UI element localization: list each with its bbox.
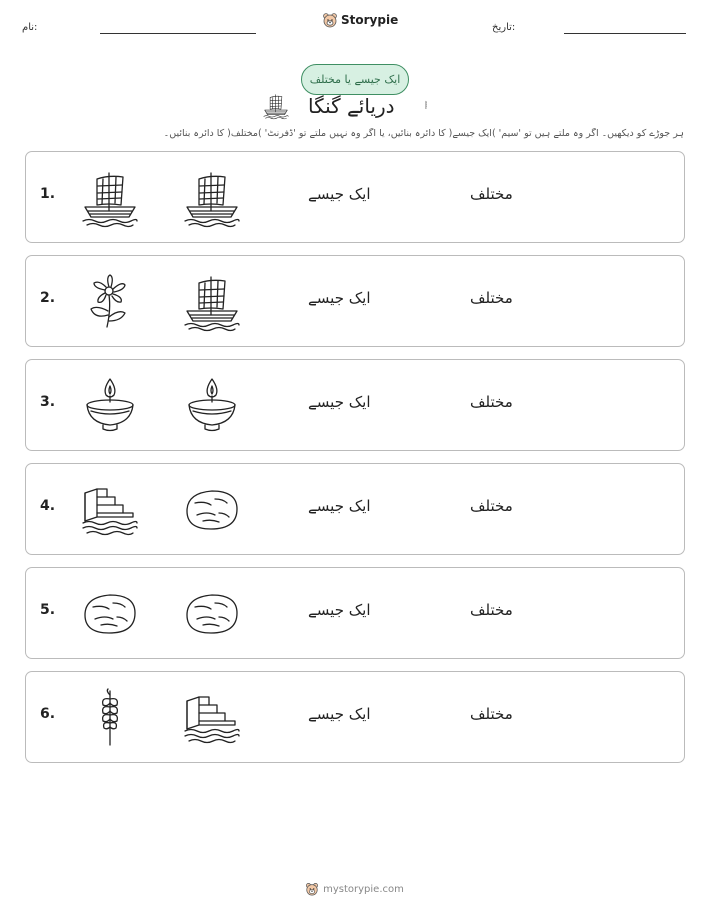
different-option[interactable]: مختلف xyxy=(470,185,513,203)
footer-website: mystorypie.com xyxy=(323,883,404,895)
diya-lamp-icon xyxy=(79,375,141,437)
same-option[interactable]: ایک جیسے xyxy=(308,601,371,619)
footer xyxy=(0,878,709,900)
brand-logo xyxy=(322,12,398,28)
diya-lamp-icon xyxy=(181,375,243,437)
activity-type-pill: ایک جیسے یا مختلف xyxy=(301,64,409,95)
worksheet-header xyxy=(0,0,709,50)
exercise-row xyxy=(25,151,685,243)
river-stone-icon xyxy=(181,479,243,541)
different-option[interactable]: مختلف xyxy=(470,393,513,411)
exercise-row xyxy=(25,463,685,555)
river-stone-icon xyxy=(181,583,243,645)
row-number: 4. xyxy=(40,498,56,514)
different-option[interactable]: مختلف xyxy=(470,705,513,723)
row-number: 1. xyxy=(40,186,56,202)
bear-mascot-icon xyxy=(305,882,319,896)
page-title: دریائے گنگا xyxy=(308,94,395,118)
boat-icon xyxy=(261,92,291,120)
ghat-steps-icon xyxy=(79,479,141,541)
boat-icon xyxy=(79,167,141,229)
name-label: نام: xyxy=(22,22,38,33)
instructions-text: ہر جوڑے کو دیکھیں۔ اگر وہ ملتے ہیں تو 'سیم' )ایک جیسے( کا دائرہ بنائیں، یا اگر وہ نہیں ملتے تو 'ڈفرنٹ' )مختلف( کا دائرہ بنائیں۔ xyxy=(163,128,684,139)
different-option[interactable]: مختلف xyxy=(470,601,513,619)
different-option[interactable]: مختلف xyxy=(470,497,513,515)
boat-icon xyxy=(181,167,243,229)
same-option[interactable]: ایک جیسے xyxy=(308,289,371,307)
title-row xyxy=(0,90,709,124)
row-number: 5. xyxy=(40,602,56,618)
exercise-row xyxy=(25,359,685,451)
boat-icon xyxy=(181,271,243,333)
brand-name: Storypie xyxy=(341,13,399,27)
exercise-row xyxy=(25,567,685,659)
same-option[interactable]: ایک جیسے xyxy=(308,705,371,723)
wheat-icon xyxy=(425,90,441,122)
different-option[interactable]: مختلف xyxy=(470,289,513,307)
exercise-row xyxy=(25,671,685,763)
wheat-icon xyxy=(79,687,141,749)
exercise-row xyxy=(25,255,685,347)
flower-icon xyxy=(79,271,141,333)
row-number: 6. xyxy=(40,706,56,722)
row-number: 2. xyxy=(40,290,56,306)
row-number: 3. xyxy=(40,394,56,410)
name-write-line xyxy=(100,33,256,34)
same-option[interactable]: ایک جیسے xyxy=(308,393,371,411)
bear-mascot-icon xyxy=(322,12,338,28)
ghat-steps-icon xyxy=(181,687,243,749)
date-label: تاریخ: xyxy=(492,22,516,33)
date-write-line xyxy=(564,33,686,34)
same-option[interactable]: ایک جیسے xyxy=(308,185,371,203)
river-stone-icon xyxy=(79,583,141,645)
same-option[interactable]: ایک جیسے xyxy=(308,497,371,515)
